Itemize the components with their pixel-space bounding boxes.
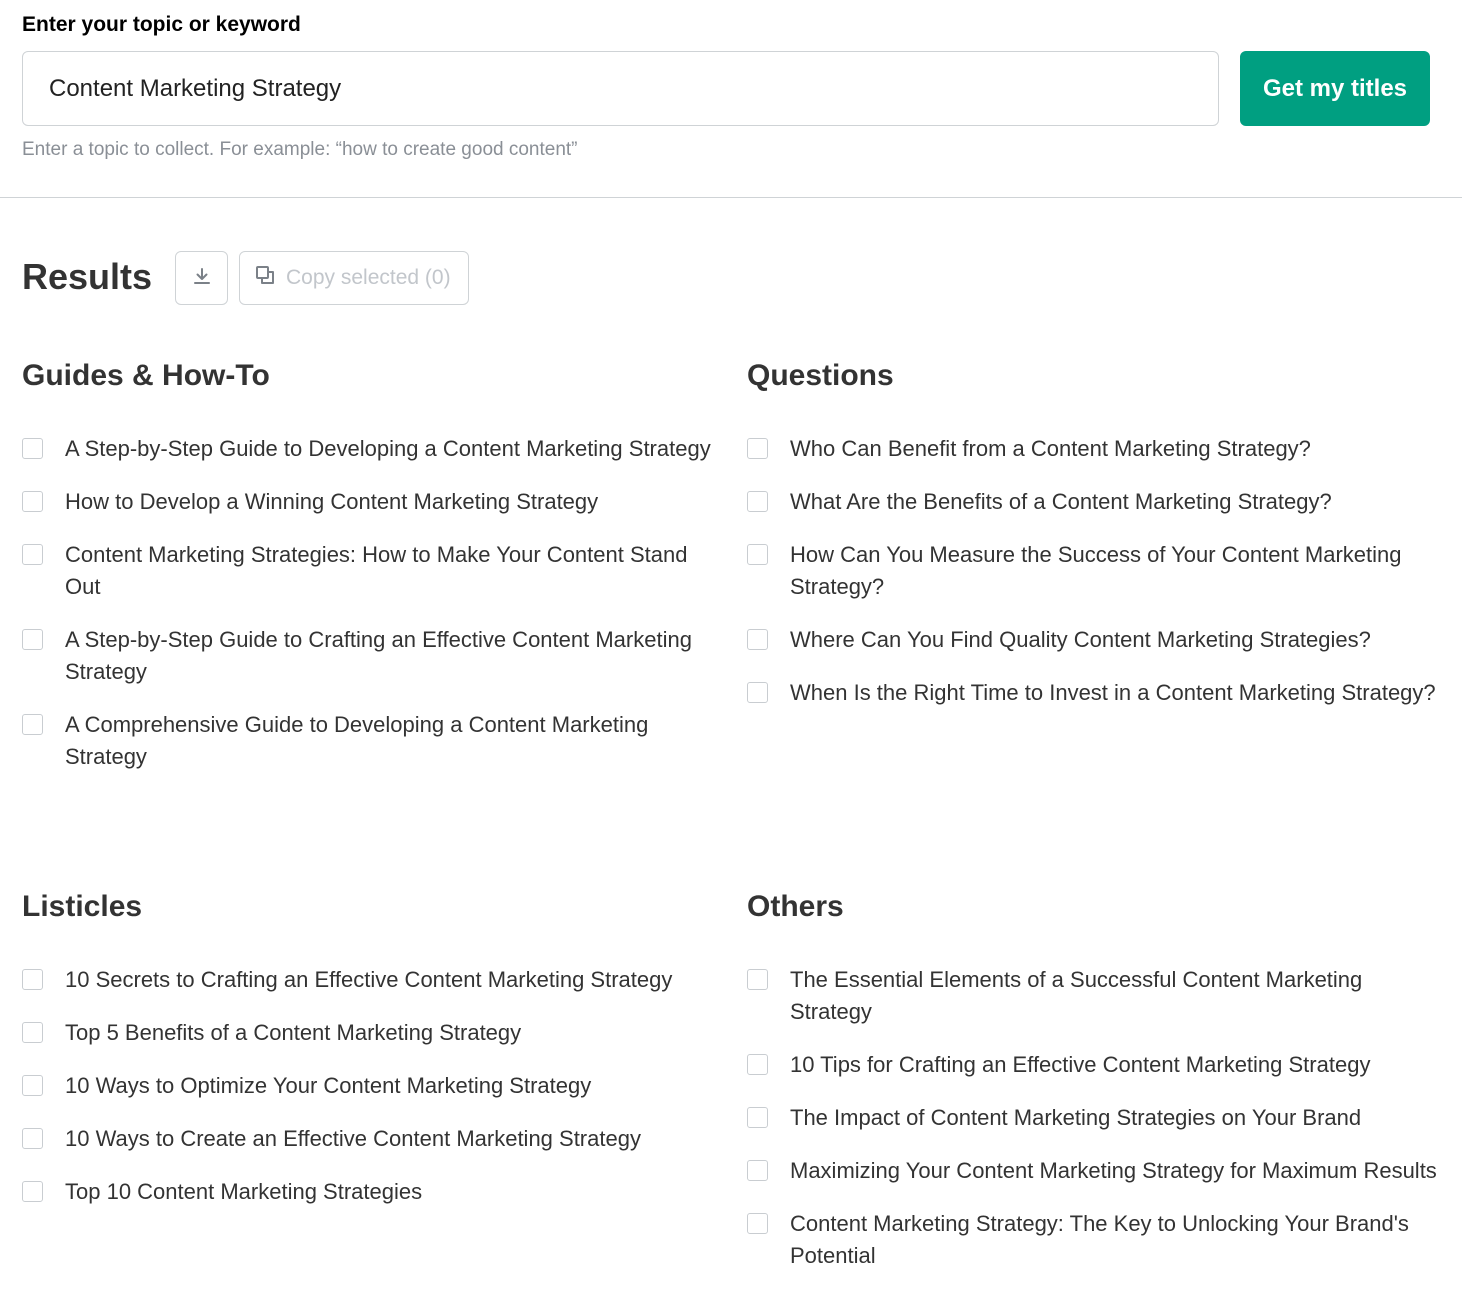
title-checkbox[interactable] [22, 544, 43, 565]
title-item[interactable] [22, 1070, 712, 1102]
title-text: Maximizing Your Content Marketing Strategy for Maximum Results [790, 1158, 1437, 1183]
title-text: 10 Ways to Optimize Your Content Marketing Strategy [65, 1073, 592, 1098]
results-title: Results [22, 256, 153, 297]
title-text: How to Develop a Winning Content Marketing Strategy [65, 489, 599, 514]
title-item[interactable] [22, 624, 712, 688]
title-checkbox[interactable] [22, 1181, 43, 1202]
title-checkbox[interactable] [22, 491, 43, 512]
topic-form [0, 0, 1462, 198]
title-checkbox[interactable] [747, 1213, 768, 1234]
title-checkbox[interactable] [22, 1128, 43, 1149]
title-checkbox[interactable] [22, 714, 43, 735]
section-listicles [22, 889, 712, 1229]
title-text: The Impact of Content Marketing Strategies on Your Brand [790, 1105, 1362, 1130]
title-checkbox[interactable] [22, 1075, 43, 1096]
title-text: How Can You Measure the Success of Your Content Marketing Strategy? [790, 542, 1402, 599]
download-icon [192, 266, 212, 291]
section-title: Questions [747, 359, 894, 392]
title-text: Top 10 Content Marketing Strategies [65, 1179, 423, 1204]
title-text: Who Can Benefit from a Content Marketing Strategy? [790, 436, 1311, 461]
title-item[interactable] [22, 709, 712, 773]
section-guides [22, 358, 712, 794]
copy-icon [255, 265, 275, 291]
title-item[interactable] [747, 1102, 1437, 1134]
title-item[interactable] [747, 677, 1437, 709]
title-checkbox[interactable] [747, 1107, 768, 1128]
title-item[interactable] [747, 1049, 1437, 1081]
title-checkbox[interactable] [747, 491, 768, 512]
title-item[interactable] [22, 1017, 712, 1049]
title-text: What Are the Benefits of a Content Marketing Strategy? [790, 489, 1332, 514]
title-text: 10 Secrets to Crafting an Effective Content Marketing Strategy [65, 967, 673, 992]
title-item[interactable] [22, 1123, 712, 1155]
title-checkbox[interactable] [747, 1160, 768, 1181]
title-text: The Essential Elements of a Successful Content Marketing Strategy [790, 967, 1363, 1024]
title-checkbox[interactable] [22, 629, 43, 650]
title-text: Where Can You Find Quality Content Marketing Strategies? [790, 627, 1371, 652]
get-titles-button[interactable]: Get my titles [1240, 51, 1430, 126]
section-others [747, 889, 1437, 1293]
title-item[interactable] [22, 539, 712, 603]
title-checkbox[interactable] [747, 969, 768, 990]
title-item[interactable] [22, 486, 712, 518]
title-checkbox[interactable] [22, 969, 43, 990]
copy-selected-button[interactable] [239, 251, 469, 305]
title-text: When Is the Right Time to Invest in a Content Marketing Strategy? [790, 680, 1436, 705]
title-item[interactable] [747, 1208, 1437, 1272]
title-text: A Comprehensive Guide to Developing a Content Marketing Strategy [65, 712, 649, 769]
title-text: 10 Ways to Create an Effective Content Marketing Strategy [65, 1126, 641, 1151]
title-checkbox[interactable] [22, 438, 43, 459]
title-checkbox[interactable] [747, 544, 768, 565]
title-checkbox[interactable] [747, 629, 768, 650]
title-checkbox[interactable] [747, 1054, 768, 1075]
title-text: Content Marketing Strategies: How to Make Your Content Stand Out [65, 542, 688, 599]
section-title: Listicles [22, 890, 143, 923]
title-item[interactable] [747, 539, 1437, 603]
section-questions [747, 358, 1437, 730]
title-item[interactable] [747, 486, 1437, 518]
topic-input[interactable] [22, 51, 1219, 126]
copy-selected-label: Copy selected (0) [286, 266, 451, 289]
title-text: 10 Tips for Crafting an Effective Content Marketing Strategy [790, 1052, 1371, 1077]
title-item[interactable] [22, 433, 712, 465]
title-item[interactable] [22, 964, 712, 996]
title-text: Top 5 Benefits of a Content Marketing Strategy [65, 1020, 522, 1045]
title-text: Content Marketing Strategy: The Key to Unlocking Your Brand's Potential [790, 1211, 1409, 1268]
title-text: A Step-by-Step Guide to Crafting an Effective Content Marketing Strategy [65, 627, 692, 684]
topic-hint: Enter a topic to collect. For example: “how to create good content” [22, 139, 578, 160]
title-item[interactable] [747, 1155, 1437, 1187]
topic-label: Enter your topic or keyword [22, 13, 301, 36]
download-button[interactable] [175, 251, 228, 305]
title-item[interactable] [747, 964, 1437, 1028]
title-item[interactable] [22, 1176, 712, 1208]
title-item[interactable] [747, 624, 1437, 656]
section-title: Others [747, 890, 844, 923]
title-checkbox[interactable] [747, 438, 768, 459]
title-item[interactable] [747, 433, 1437, 465]
title-text: A Step-by-Step Guide to Developing a Content Marketing Strategy [65, 436, 711, 461]
title-checkbox[interactable] [22, 1022, 43, 1043]
title-checkbox[interactable] [747, 682, 768, 703]
section-title: Guides & How-To [22, 359, 270, 392]
